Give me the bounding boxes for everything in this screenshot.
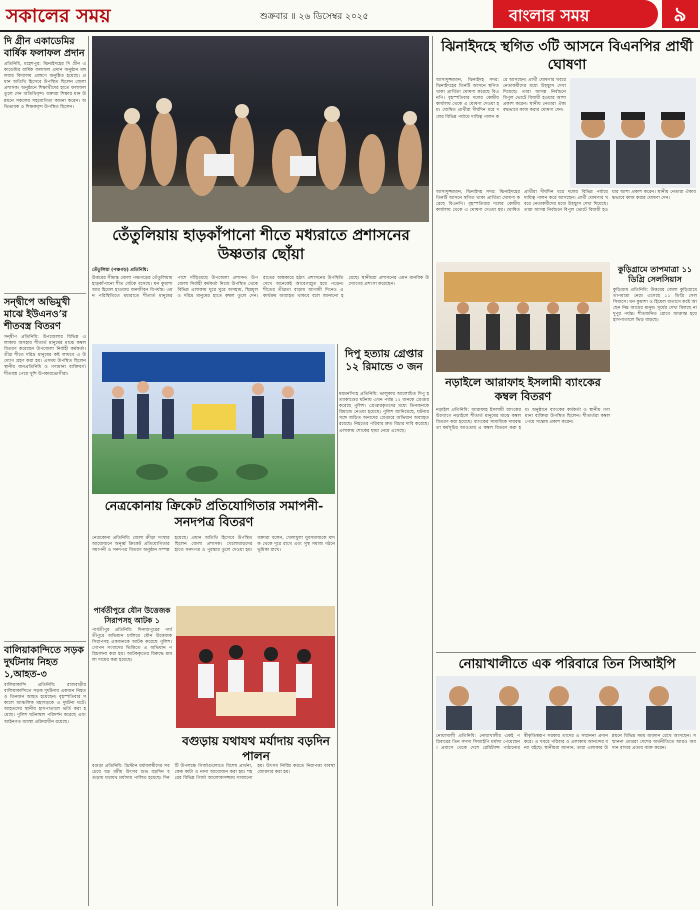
section-divider <box>436 652 696 653</box>
night-scene-illustration <box>92 36 429 222</box>
article-body: বালিয়াকান্দি প্রতিনিধি: রাজবাড়ীর বালিয়াকান্দিতে সড়ক দুর্ঘটনায় একজন নিহত ও তিনজন আহত হয়েছেন। বৃহস্পতিবার সকালে আঞ্চলিক মহাসড়কে এ দুর্ঘটনা ঘটে। আহতদের স্থানীয় হাসপাতালে ভর্তি করা হয়েছে। পুলিশ ঘটনাস্থল পরিদর্শন করেছে এবং আইনগত ব্যবস্থা প্রক্রিয়াধীন রয়েছে। <box>4 683 88 725</box>
naral-headline: নড়াইলে আরাফাহ ইসলামী ব্যাংকের কম্বল বিতরণ <box>445 376 601 403</box>
naral-body: নড়াইল প্রতিনিধি: আরাফাহ ইসলামী ব্যাংকের উদ্যোগে নড়াইলে শীতার্ত মানুষের মাঝে কম্বল বিতরণ করা হয়েছে। ব্যাংকের সামাজিক দায়বদ্ধতা কর্মসূচির আওতায় এ কম্বল বিতরণ করা হয়। অনুষ্ঠানে ব্যাংকের কর্মকর্তা ও স্থানীয় গণ্যমান্য ব্যক্তিরা উপস্থিত ছিলেন। শীতার্তরা কম্বল পেয়ে সন্তোষ প্রকাশ করেন। <box>436 408 612 432</box>
bogura-body: বগুড়া প্রতিনিধি: খ্রিস্টান ধর্মাবলম্বীদের সবচেয়ে বড় ধর্মীয় উৎসব শুভ বড়দিন বগুড়ায় যথাযথ মর্যাদায় পালিত হয়েছে। দিনটি উপলক্ষে গির্জাগুলোতে বিশেষ প্রার্থনা, কেক কাটা ও নানা আয়োজন করা হয়। শহরের বিভিন্ন গির্জা আলোকসজ্জায় সাজানো হয়। উৎসব নির্বিঘ্ন করতে নিরাপত্তা ব্যবস্থা জোরদার করা হয়। <box>92 764 337 782</box>
page-number: ৯ <box>662 0 698 28</box>
cricket-photo <box>92 344 335 494</box>
dipu-body: ময়মনসিংহ প্রতিনিধি: ভালুকায় আলোচিত দিপু হত্যাকাণ্ডের ঘটনায় এখন পর্যন্ত ১২ জনকে গ্রেপ্তার করেছে পুলিশ। গ্রেপ্তারকৃতদের মধ্যে তিনজনকে রিমান্ডে নেওয়া হয়েছে। পুলিশ জানিয়েছে, ঘটনার সঙ্গে জড়িত অন্যদের গ্রেপ্তারে অভিযান অব্যাহত রয়েছে। নিহতের পরিবার দ্রুত বিচার দাবি করেছে। এলাকায় শোকের ছায়া নেমে এসেছে। <box>339 392 431 434</box>
paper-logo: সকালের সময় <box>6 5 111 27</box>
parbatipur-headline: পার্বতীপুরে যৌন উত্তেজক সিরাপসহ আটক ১ <box>93 606 171 625</box>
parbatipur-body: পার্বতীপুর প্রতিনিধি: দিনাজপুরের পার্বতীপুরে অভিযান চালিয়ে যৌন উত্তেজক সিরাপসহ একজনকে আটক করেছে পুলিশ। গোপন সংবাদের ভিত্তিতে এ অভিযান পরিচালনা করা হয়। আটককৃতের বিরুদ্ধে মামলা দায়ের করা হয়েছে। <box>92 628 174 664</box>
main-headline: তেঁতুলিয়ায় হাড়কাঁপানো শীতে মধ্যরাতে প্রশাসনের উষ্ণতার ছোঁয়া <box>112 226 410 263</box>
section-title: বাংলার সময় <box>509 6 590 25</box>
article-body: প্রতিনিধি, মহেশপুর: ঝিনাইদহের দি গ্রীন একাডেমির বার্ষিক ফলাফল প্রদান অনুষ্ঠান মঙ্গলবার বিদ্যালয় প্রাঙ্গণে অনুষ্ঠিত হয়েছে। প্রধান অতিথি হিসেবে উপস্থিত ছিলেন জেলা প্রশাসক। অনুষ্ঠানে শিক্ষার্থীদের হাতে ফলাফল তুলে দেন অতিথিবৃন্দ। বক্তারা শিক্ষার মান উন্নয়নে সকলের সহযোগিতা কামনা করেন। অভিভাবক ও শিক্ষকবৃন্দ উপস্থিত ছিলেন। <box>4 62 88 110</box>
noakhali-headline: নোয়াখালীতে এক পরিবারে তিন সিআইপি <box>458 657 676 672</box>
noakhali-body: নোয়াখালী প্রতিনিধি: নোয়াখালীর একই পরিবারের তিন সদস্য সিআইপি মর্যাদা পেয়েছেন। প্রবাসে থেকে দেশে রেমিট্যান্স পাঠানোর স্বীকৃতিস্বরূপ সরকার তাদের এ সম্মাননা প্রদান করে। এ খবরে পরিবার ও এলাকায় আনন্দের বন্যা বইছে। স্থানীয়রা জানান, তারা এলাকার উন্নয়নে বিভিন্ন সময় অবদান রেখে আসছেন। সম্মাননা প্রাপ্তরা দেশের অর্থনীতিতে আরও অবদান রাখার প্রত্যয় ব্যক্ত করেন। <box>436 734 696 752</box>
dateline: শুক্রবার ॥ ২৬ ডিসেম্বর ২০২৫ <box>260 12 369 22</box>
kurigram-headline: কুড়িগ্রামে তাপমাত্রা ১১ ডিগ্রি সেলসিয়াস <box>617 264 693 284</box>
article-title: সন্দ্বীপে অভিমুখী মাঝে ইউএনও’র শীতবস্ত্র বিতরণ <box>4 297 71 332</box>
kurigram-body: কুড়িগ্রাম প্রতিনিধি: উত্তরের জেলা কুড়িগ্রামে তাপমাত্রা নেমে এসেছে ১১ ডিগ্রি সেলসিয়াসে। ঘন কুয়াশা ও হিমেল বাতাসে কষ্টে আছেন নিম্ন আয়ের মানুষ। সূর্যের দেখা মিলছে না দুপুর পর্যন্ত। শীতজনিত রোগে আক্রান্ত হয়ে হাসপাতালে ভিড় বাড়ছে। <box>613 288 699 324</box>
column-divider <box>432 36 433 906</box>
masthead <box>0 0 700 30</box>
bank-event-illustration <box>436 262 610 372</box>
bank-event-photo <box>436 262 610 372</box>
cricket-event-illustration <box>92 344 335 494</box>
cricket-body: নেত্রকোনা প্রতিনিধি: জেলা ক্রীড়া সংস্থার আয়োজনে অনূর্ধ্ব ক্রিকেট প্রতিযোগিতার সমাপনী ও সনদপত্র বিতরণ অনুষ্ঠান সম্পন্ন হয়েছে। প্রধান অতিথি হিসেবে উপস্থিত ছিলেন জেলা প্রশাসক। খেলোয়াড়দের হাতে সনদপত্র ও পুরস্কার তুলে দেওয়া হয়। বক্তারা বলেন, খেলাধুলা যুবসমাজকে মাদক থেকে দূরে রাখে এবং সুস্থ সমাজ গঠনে ভূমিকা রাখে। <box>92 536 337 554</box>
article-title: বালিয়াকান্দিতে সড়ক দুর্ঘটনায় নিহত ১,আহত-৩ <box>4 645 84 680</box>
jhenaidah-body-continued: আসাদুজ্জামান, ঝিনাইদহ সদর: ঝিনাইদহের তিনটি আসনে স্থগিত থাকা প্রার্থিতা ঘোষণা করেছে বিএনপি। বৃহস্পতিবার দলের কেন্দ্রীয় কার্যালয় থেকে এ ঘোষণা দেওয়া হয়। ঘোষিত প্রার্থীরা দীর্ঘদিন ধরে দলের বিভিন্ন পর্যায়ে দায়িত্ব পালন করে আসছেন। প্রার্থী ঘোষণার খবরে নেতাকর্মীদের মধ্যে উচ্ছ্বাস দেখা দিয়েছে। তারা আসন্ন নির্বাচনে বিপুল ভোটে বিজয়ী হওয়ার আশা প্রকাশ করেন। স্থানীয় নেতারা ঐক্যবদ্ধভাবে কাজ করার ঘোষণা দেন। <box>436 190 696 214</box>
bogura-headline: বগুড়ায় যথাযথ মর্যাদায় বড়দিন পালন <box>182 734 330 763</box>
candidate-portraits <box>570 78 696 188</box>
main-story-body: উত্তরের সীমান্ত জেলা পঞ্চগড়ের তেঁতুলিয়ায় হাড়কাঁপানো শীত জেঁকে বসেছে। ঘন কুয়াশা আর হিমেল হাওয়ায় জনজীবন বিপর্যস্ত। এমন পরিস্থিতিতে মধ্যরাতে শীতার্ত মানুষের পাশে দাঁড়িয়েছে উপজেলা প্রশাসন। উপজেলা নির্বাহী কর্মকর্তা নিজে উপস্থিত থেকে বিভিন্ন এলাকায় ঘুরে ঘুরে অসহায়, ছিন্নমূল ও দরিদ্র মানুষের হাতে কম্বল তুলে দেন। রাতের অন্ধকারে হঠাৎ প্রশাসনের উপস্থিতি দেখে অনেকেই আবেগাপ্লুত হয়ে পড়েন। শীতের তীব্রতা বাড়ায় আগামী দিনেও এ কার্যক্রম অব্যাহত থাকবে বলে জানানো হয়েছে। স্থানীয়রা প্রশাসনের এমন মানবিক উদ্যোগের প্রশংসা করেছেন। <box>92 276 429 300</box>
article-title: দি গ্রীন একাডেমির বার্ষিক ফলাফল প্রদান <box>4 36 85 59</box>
jhenaidah-body: আসাদুজ্জামান, ঝিনাইদহ সদর: ঝিনাইদহের তিনটি আসনে স্থগিত থাকা প্রার্থিতা ঘোষণা করেছে বিএনপি। বৃহস্পতিবার দলের কেন্দ্রীয় কার্যালয় থেকে এ ঘোষণা দেওয়া হয়। ঘোষিত প্রার্থীরা দীর্ঘদিন ধরে দলের বিভিন্ন পর্যায়ে দায়িত্ব পালন করে আসছেন। প্রার্থী ঘোষণার খবরে নেতাকর্মীদের মধ্যে উচ্ছ্বাস দেখা দিয়েছে। তারা আসন্ন নির্বাচনে বিপুল ভোটে বিজয়ী হওয়ার আশা প্রকাশ করেন। স্থানীয় নেতারা ঐক্যবদ্ধভাবে কাজ করার ঘোষণা দেন। <box>436 78 568 120</box>
column-divider <box>88 36 89 906</box>
candidate-photos <box>570 78 696 188</box>
section-banner <box>493 0 658 28</box>
masthead-divider <box>0 30 700 32</box>
cip-photos <box>436 676 696 730</box>
main-byline: তেঁতুলিয়া (পঞ্চগড়) প্রতিনিধি: <box>92 268 149 273</box>
article-body: সন্দ্বীপ প্রতিনিধি: উপজেলার বিভিন্ন এলাকায় অসহায় শীতার্ত মানুষের মাঝে কম্বল বিতরণ করেছেন উপজেলা নির্বাহী কর্মকর্তা। তীব্র শীতে দরিদ্র মানুষের কষ্ট লাঘবে এ উদ্যোগ গ্রহণ করা হয়। এসময় উপস্থিত ছিলেন স্থানীয় জনপ্রতিনিধি ও গণ্যমান্য ব্যক্তিবর্গ। শীতবস্ত্র পেয়ে খুশি উপকারভোগীরা। <box>4 335 88 377</box>
cricket-headline: নেত্রকোনায় ক্রিকেট প্রতিযোগিতার সমাপনী-সনদপত্র বিতরণ <box>104 498 324 529</box>
cip-portraits <box>436 676 696 730</box>
night-photo <box>92 36 429 222</box>
jhenaidah-headline: ঝিনাইদহে স্থগিত ৩টি আসনে বিএনপির প্রার্থী ঘোষণা <box>441 39 693 73</box>
left-column <box>4 36 86 906</box>
christmas-photo <box>176 606 335 728</box>
christmas-illustration <box>176 606 335 728</box>
dipu-headline: দিপু হত্যায় গ্রেপ্তার ১২ রিমান্ডে ৩ জন <box>344 348 424 373</box>
column-divider <box>337 344 338 906</box>
